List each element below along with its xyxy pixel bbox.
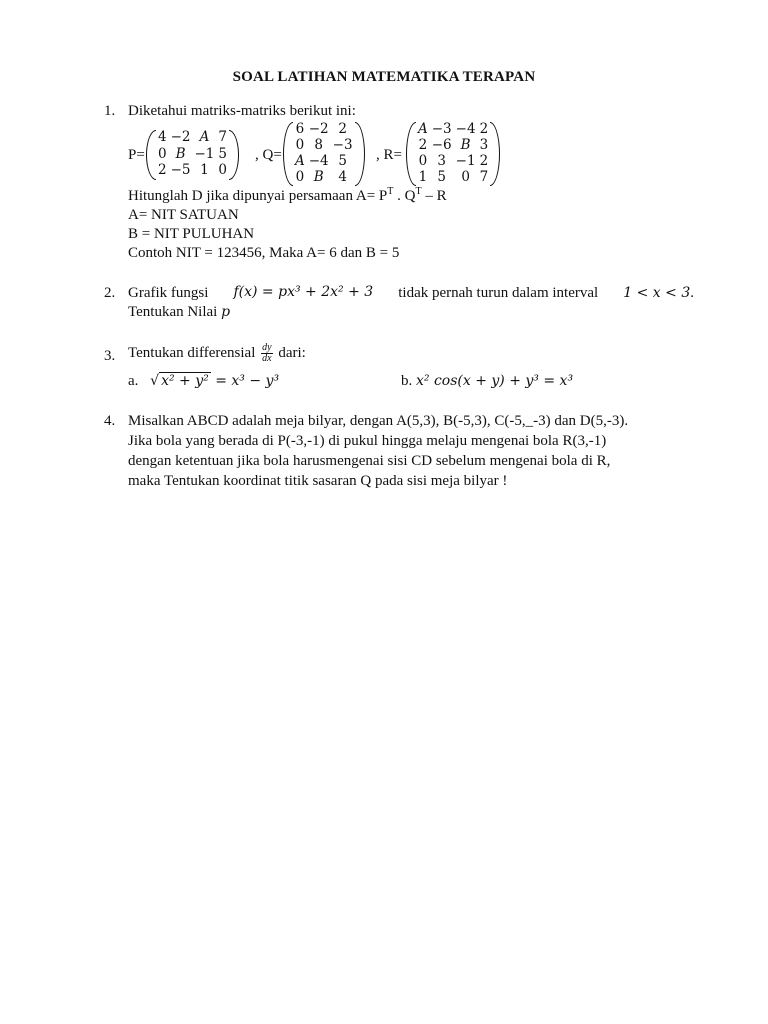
left-parenthesis bbox=[146, 130, 156, 180]
q2-variable: p bbox=[221, 304, 231, 320]
matrix-cell: −6 bbox=[431, 137, 452, 153]
matrix-p bbox=[146, 130, 239, 180]
fraction-denominator: dx bbox=[262, 353, 272, 364]
q2-number: 2. bbox=[104, 285, 116, 301]
q2-line-2 bbox=[128, 303, 230, 322]
q4-line-2: Jika bola yang berada di P(-3,-1) di pukul hingga melaju mengenai bola R(3,-1) bbox=[128, 433, 607, 449]
q1-example: Contoh NIT = 123456, Maka A= 6 dan B = 5 bbox=[128, 245, 400, 261]
matrix-cell: 5 bbox=[218, 145, 227, 162]
matrix-cell: 3 bbox=[437, 153, 446, 169]
matrix-cell: 0 bbox=[295, 169, 305, 185]
q3-part-b bbox=[401, 372, 573, 391]
matrix-cell: 0 bbox=[461, 169, 470, 185]
q2-line-1 bbox=[128, 284, 694, 303]
q1-equation-text-b: . Q bbox=[393, 188, 416, 204]
matrix-cell: −1 bbox=[194, 145, 215, 162]
matrix-cell: −5 bbox=[170, 162, 191, 179]
q1-intro: Diketahui matriks-matriks berikut ini: bbox=[128, 103, 356, 119]
matrix-cell: 4 bbox=[158, 129, 167, 145]
matrix-cell: A bbox=[295, 153, 305, 169]
matrix-cell: −2 bbox=[308, 121, 329, 137]
matrix-cell: −4 bbox=[308, 153, 329, 169]
matrix-r-label: , R= bbox=[376, 147, 402, 163]
fraction-numerator: dy bbox=[262, 342, 272, 353]
matrix-cell: 0 bbox=[158, 145, 167, 162]
q4-line-1: Misalkan ABCD adalah meja bilyar, dengan A(5,3), B(-5,3), C(-5,_-3) dan D(5,-3). bbox=[128, 413, 629, 429]
matrix-cell: A bbox=[199, 129, 210, 145]
q3-intro bbox=[128, 343, 306, 364]
q3-b-label: b. bbox=[401, 373, 416, 389]
matrix-cell: 1 bbox=[418, 169, 428, 185]
q2-period: . bbox=[690, 285, 694, 301]
document-title: SOAL LATIHAN MATEMATIKA TERAPAN bbox=[232, 69, 536, 85]
q3-b-formula: x² cos(x + y) + y³ = x³ bbox=[416, 373, 574, 389]
right-parenthesis bbox=[229, 130, 239, 180]
q2-text-a: Grafik fungsi bbox=[128, 285, 209, 301]
matrix-cell: 8 bbox=[314, 137, 323, 153]
matrix-cell: 2 bbox=[418, 137, 428, 153]
q3-a-rest: = x³ − y³ bbox=[210, 373, 280, 389]
q1-equation-text-a: Hitunglah D jika dipunyai persamaan A= P bbox=[128, 188, 388, 204]
matrix-cell: 0 bbox=[295, 137, 305, 153]
matrix-cell: 2 bbox=[338, 121, 347, 137]
matrix-cell: B bbox=[460, 137, 471, 153]
dy-dx-fraction bbox=[261, 343, 272, 364]
matrix-cell: 2 bbox=[158, 162, 167, 179]
q3-number: 3. bbox=[104, 348, 116, 364]
matrix-r bbox=[406, 122, 500, 186]
matrix-cell: 7 bbox=[479, 169, 489, 185]
matrix-cell: A bbox=[418, 121, 428, 137]
transpose-sup-1: T bbox=[387, 186, 394, 197]
right-parenthesis bbox=[355, 122, 365, 186]
q1-equation-text-c: – R bbox=[421, 188, 447, 204]
matrix-cell: 0 bbox=[218, 162, 227, 179]
q2-interval: 1 < x < 3 bbox=[623, 285, 691, 301]
matrix-entries bbox=[293, 122, 355, 186]
q4-line-3: dengan ketentuan jika bola harusmengenai sisi CD sebelum mengenai bola di R, bbox=[128, 453, 611, 469]
matrix-cell: 2 bbox=[479, 121, 489, 137]
q3-a-label: a. bbox=[128, 373, 139, 389]
q3-a-formula: √ x² + y² = x³ − y³ bbox=[150, 373, 280, 389]
q1-line-b: B = NIT PULUHAN bbox=[128, 226, 255, 242]
matrix-cell: B bbox=[313, 169, 324, 185]
q1-line-a: A= NIT SATUAN bbox=[128, 207, 239, 223]
matrix-cell: 3 bbox=[479, 137, 489, 153]
matrix-entries bbox=[156, 130, 229, 180]
matrix-cell: 0 bbox=[418, 153, 428, 169]
matrix-cell: 6 bbox=[295, 121, 305, 137]
matrix-cell: 2 bbox=[479, 153, 489, 169]
matrix-cell: −4 bbox=[455, 121, 476, 137]
q1-number: 1. bbox=[104, 103, 116, 119]
matrix-cell: −1 bbox=[455, 153, 476, 169]
q3-part-a bbox=[128, 372, 279, 391]
matrix-p-label: P= bbox=[128, 147, 145, 163]
matrix-cell: 4 bbox=[338, 169, 347, 185]
matrix-q bbox=[283, 122, 365, 186]
q2-line2-text: Tentukan Nilai bbox=[128, 304, 222, 320]
matrix-cell: −3 bbox=[431, 121, 452, 137]
q2-formula: f(x) = px³ + 2x² + 3 bbox=[233, 284, 374, 300]
matrix-cell: 5 bbox=[437, 169, 446, 185]
q2-text-b: tidak pernah turun dalam interval bbox=[398, 285, 599, 301]
matrix-entries bbox=[416, 122, 490, 186]
left-parenthesis bbox=[406, 122, 416, 186]
sqrt-radicand: x² + y² bbox=[161, 373, 209, 389]
q3-intro-end: dari: bbox=[274, 344, 306, 361]
q3-intro-text: Tentukan differensial bbox=[128, 344, 256, 361]
matrix-cell: −2 bbox=[170, 129, 191, 145]
transpose-sup-2: T bbox=[415, 186, 422, 197]
matrix-cell: B bbox=[175, 145, 186, 162]
left-parenthesis bbox=[283, 122, 293, 186]
q1-equation-line bbox=[128, 187, 447, 206]
matrix-cell: 5 bbox=[338, 153, 347, 169]
q4-number: 4. bbox=[104, 413, 116, 429]
matrix-cell: 7 bbox=[218, 129, 227, 145]
matrix-q-label: , Q= bbox=[255, 147, 282, 163]
right-parenthesis bbox=[490, 122, 500, 186]
matrix-cell: −3 bbox=[332, 137, 353, 153]
q4-line-4: maka Tentukan koordinat titik sasaran Q pada sisi meja bilyar ! bbox=[128, 473, 508, 489]
matrix-cell: 1 bbox=[200, 162, 209, 179]
